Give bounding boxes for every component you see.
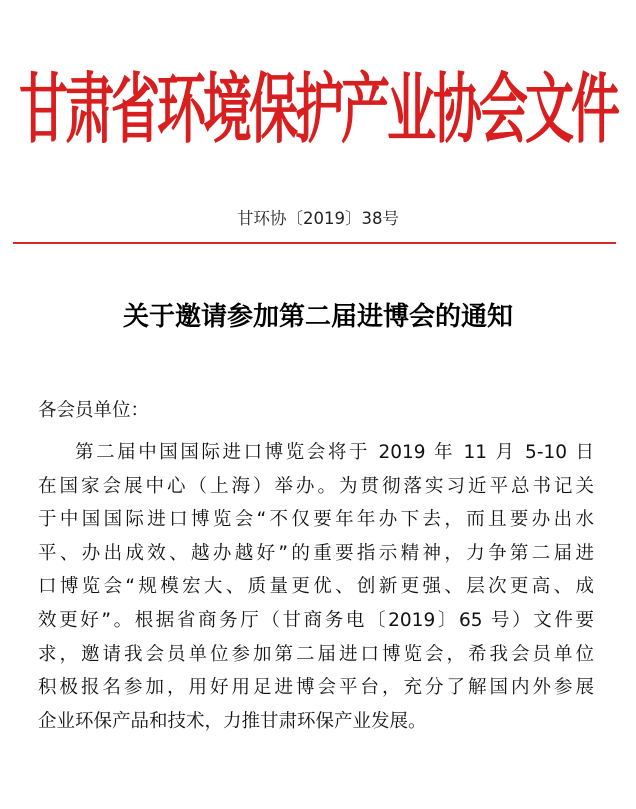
body-line: 在国家会展中心（上海）举办。为贯彻落实习近平总书记关 — [38, 475, 594, 497]
body-line: 积极报名参加，用好用足进博会平台，充分了解国内外参展 — [38, 677, 594, 699]
body-line: 口博览会“规模宏大、质量更优、创新更强、层次更高、成 — [38, 576, 594, 598]
document-number: 甘环协〔2019〕38号 — [237, 209, 399, 228]
body-line: 企业环保产品和技术，力推甘肃环保产业发展。 — [38, 710, 427, 732]
body-paragraph — [38, 436, 594, 738]
body-line: 效更好”。根据省商务厅（甘商务电〔2019〕65 号）文件要 — [38, 609, 594, 631]
notice-title: 关于邀请参加第二届进博会的通知 — [122, 302, 513, 332]
masthead-title: 甘肃省环境保护产业协会文件 — [18, 64, 617, 155]
body-line: 第二届中国国际进口博览会将于 2019 年 11 月 5-10 日 — [75, 442, 594, 463]
body-line: 平、办出成效、越办越好”的重要指示精神，力争第二届进 — [38, 542, 594, 564]
body-line: 求，邀请我会员单位参加第二届进口博览会，希我会员单位 — [38, 643, 594, 665]
body-line: 于中国国际进口博览会“不仅要年年办下去，而且要办出水 — [38, 509, 594, 531]
red-divider-line — [13, 242, 616, 244]
salutation: 各会员单位： — [38, 400, 150, 421]
